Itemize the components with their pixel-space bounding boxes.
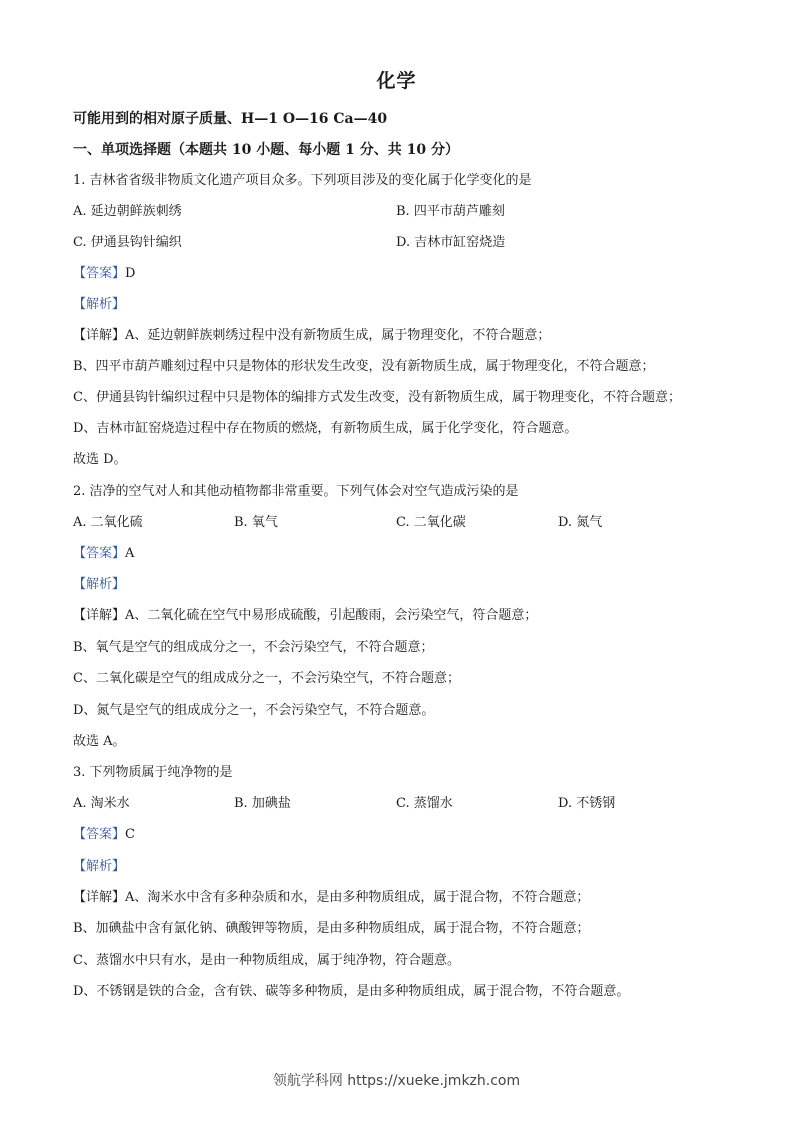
question-2-detail-d: D、氮气是空气的组成成分之一，不会污染空气，不符合题意。 (73, 703, 435, 718)
question-1-detail-d: D、吉林市缸窑烧造过程中存在物质的燃烧，有新物质生成，属于化学变化，符合题意。 (73, 421, 578, 436)
question-2-option-a: A. 二氧化硫 (73, 515, 143, 530)
question-2-detail-a (73, 607, 537, 625)
detail-tag: 【详解】 (73, 328, 126, 343)
question-3-detail-d: D、不锈钢是铁的合金，含有铁、碳等多种物质，是由多种物质组成，属于混合物，不符合题意。 (73, 984, 630, 999)
answer-tag: 【答案】 (73, 546, 126, 561)
question-2-option-c: C. 二氧化碳 (396, 515, 466, 530)
question-2-analysis-tag: 【解析】 (73, 577, 126, 592)
question-3-option-d: D. 不锈钢 (558, 796, 616, 811)
question-3-detail-c: C、蒸馏水中只有水，是由一种物质组成，属于纯净物，符合题意。 (73, 953, 460, 968)
question-2-conclusion: 故选 A。 (73, 734, 126, 749)
question-1-option-b: B. 四平市葫芦雕刻 (396, 204, 505, 219)
question-2-detail-b: B、氧气是空气的组成成分之一，不会污染空气，不符合题意； (73, 640, 434, 655)
question-1-analysis-tag: 【解析】 (73, 297, 126, 312)
detail-text: A、二氧化硫在空气中易形成硫酸，引起酸雨，会污染空气，符合题意； (125, 608, 538, 623)
question-1-option-a: A. 延边朝鲜族刺绣 (73, 204, 182, 219)
question-3-answer (73, 826, 135, 844)
question-3-stem: 3. 下列物质属于纯净物的是 (73, 765, 233, 780)
question-1-detail-c: C、伊通县钩针编织过程中只是物体的编排方式发生改变，没有新物质生成，属于物理变化，不符合题意； (73, 390, 681, 405)
answer-value: D (125, 266, 136, 281)
question-1-conclusion: 故选 D。 (73, 452, 127, 467)
question-3-option-c: C. 蒸馏水 (396, 796, 453, 811)
atomic-mass-line: 可能用到的相对原子质量、H—1 O—16 Ca—40 (73, 111, 388, 127)
question-3-detail-b: B、加碘盐中含有氯化钠、碘酸钾等物质，是由多种物质组成，属于混合物，不符合题意； (73, 921, 590, 936)
answer-tag: 【答案】 (73, 266, 126, 281)
detail-text: A、延边朝鲜族刺绣过程中没有新物质生成，属于物理变化，不符合题意； (125, 328, 551, 343)
question-3-option-a: A. 淘米水 (73, 796, 130, 811)
question-2-stem: 2. 洁净的空气对人和其他动植物都非常重要。下列气体会对空气造成污染的是 (73, 484, 519, 499)
detail-text: A、淘米水中含有多种杂质和水，是由多种物质组成，属于混合物，不符合题意； (125, 890, 590, 905)
question-2-option-d: D. 氮气 (558, 515, 603, 530)
detail-tag: 【详解】 (73, 890, 126, 905)
question-2-answer (73, 545, 134, 563)
section-heading: 一、单项选择题（本题共 10 小题、每小题 1 分、共 10 分） (73, 142, 459, 158)
answer-value: C (125, 827, 135, 842)
question-3-option-b: B. 加碘盐 (234, 796, 291, 811)
footer-watermark: 领航学科网 https://xueke.jmkzh.com (272, 1073, 521, 1089)
question-3-analysis-tag: 【解析】 (73, 859, 126, 874)
question-2-detail-c: C、二氧化碳是空气的组成成分之一，不会污染空气，不符合题意； (73, 671, 460, 686)
question-1-stem: 1. 吉林省省级非物质文化遗产项目众多。下列项目涉及的变化属于化学变化的是 (73, 173, 532, 188)
question-2-option-b: B. 氧气 (234, 515, 278, 530)
detail-tag: 【详解】 (73, 608, 126, 623)
question-1-answer (73, 265, 135, 283)
question-1-detail-b: B、四平市葫芦雕刻过程中只是物体的形状发生改变，没有新物质生成，属于物理变化，不符合题意； (73, 359, 655, 374)
question-1-detail-a (73, 327, 550, 345)
question-1-option-c: C. 伊通县钩针编织 (73, 235, 182, 250)
question-3-detail-a (73, 889, 589, 907)
answer-tag: 【答案】 (73, 827, 126, 842)
question-1-option-d: D. 吉林市缸窑烧造 (396, 235, 506, 250)
page-title: 化学 (376, 70, 417, 92)
answer-value: A (125, 546, 135, 561)
